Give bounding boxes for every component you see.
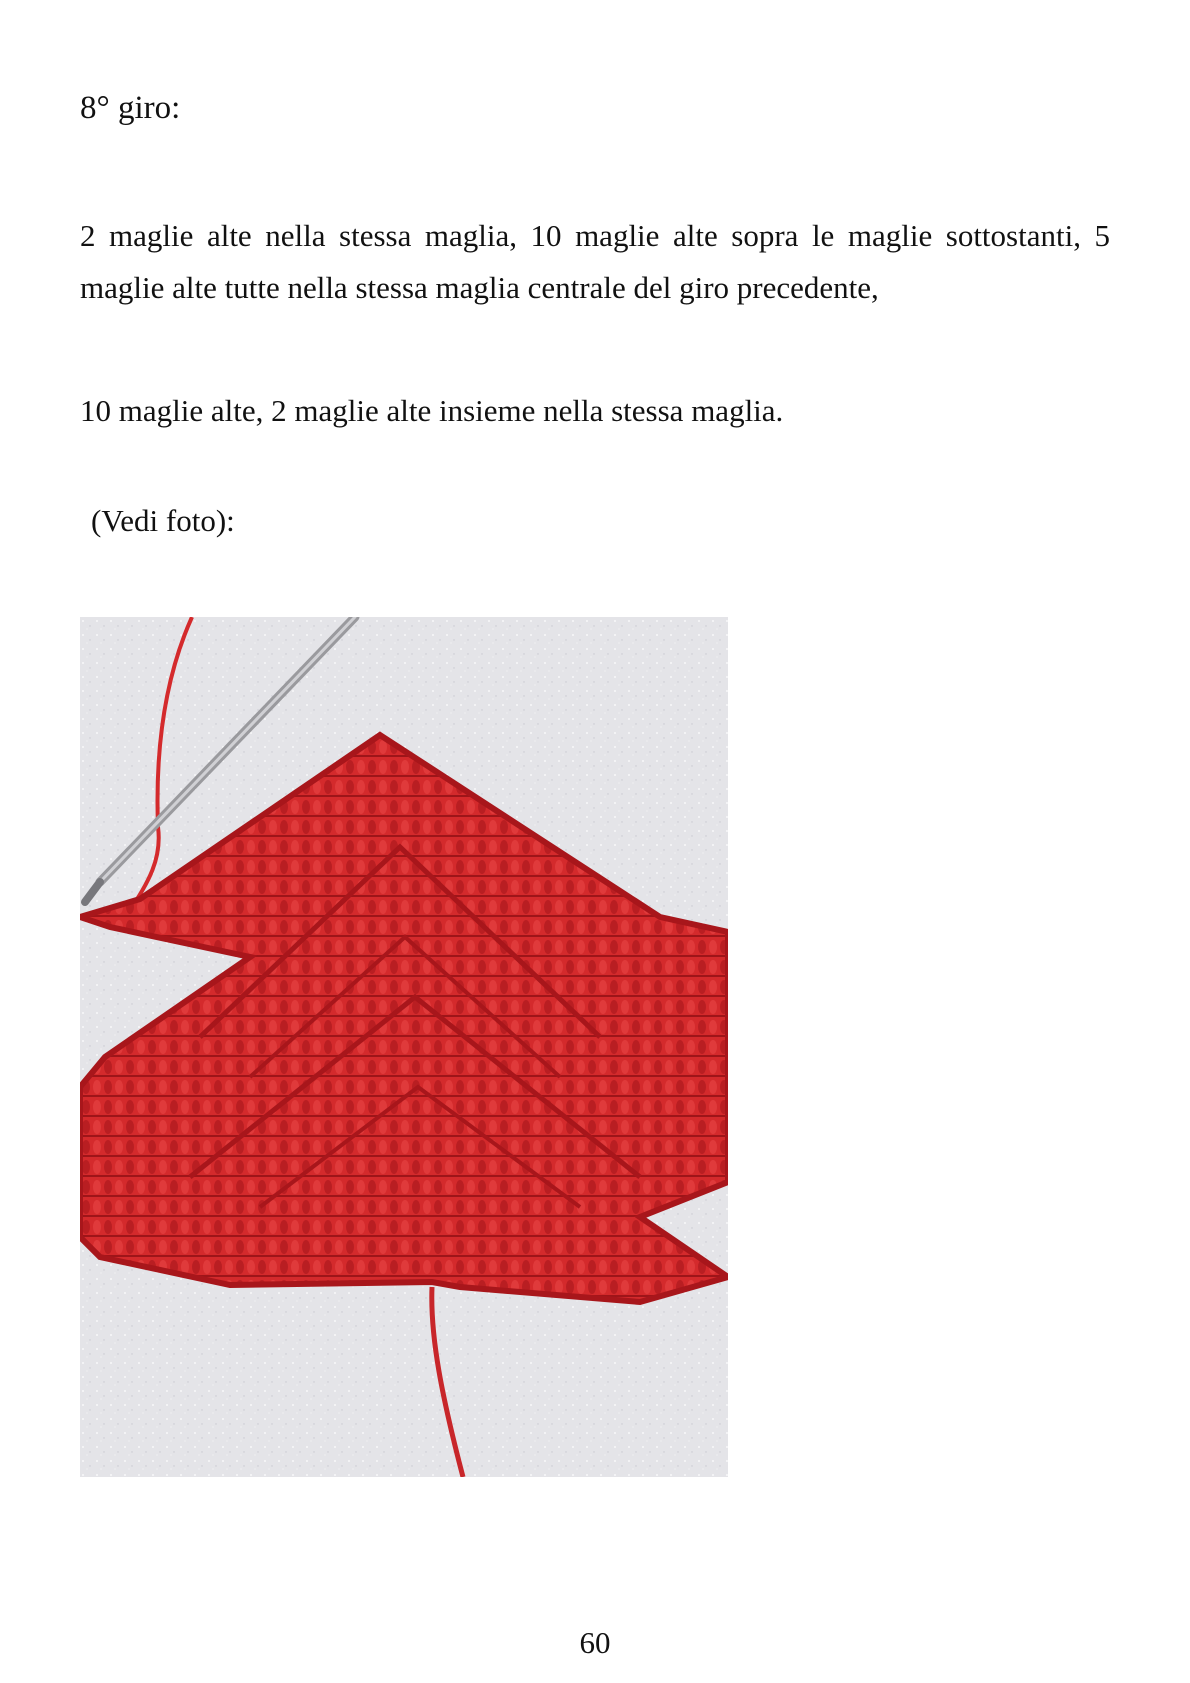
instruction-paragraph-2: 10 maglie alte, 2 maglie alte insieme nella stessa maglia. <box>80 393 784 428</box>
instruction-paragraph-1: 2 maglie alte nella stessa maglia, 10 maglie alte sopra le maglie sottostanti, 5 maglie alte tutte nella stessa maglia centrale del giro precedente, <box>80 218 1110 305</box>
crochet-tree-photo <box>80 617 728 1477</box>
photo-reference-note: (Vedi foto): <box>91 503 235 538</box>
page-number: 60 <box>579 1625 611 1660</box>
round-heading: 8° giro: <box>80 90 181 126</box>
